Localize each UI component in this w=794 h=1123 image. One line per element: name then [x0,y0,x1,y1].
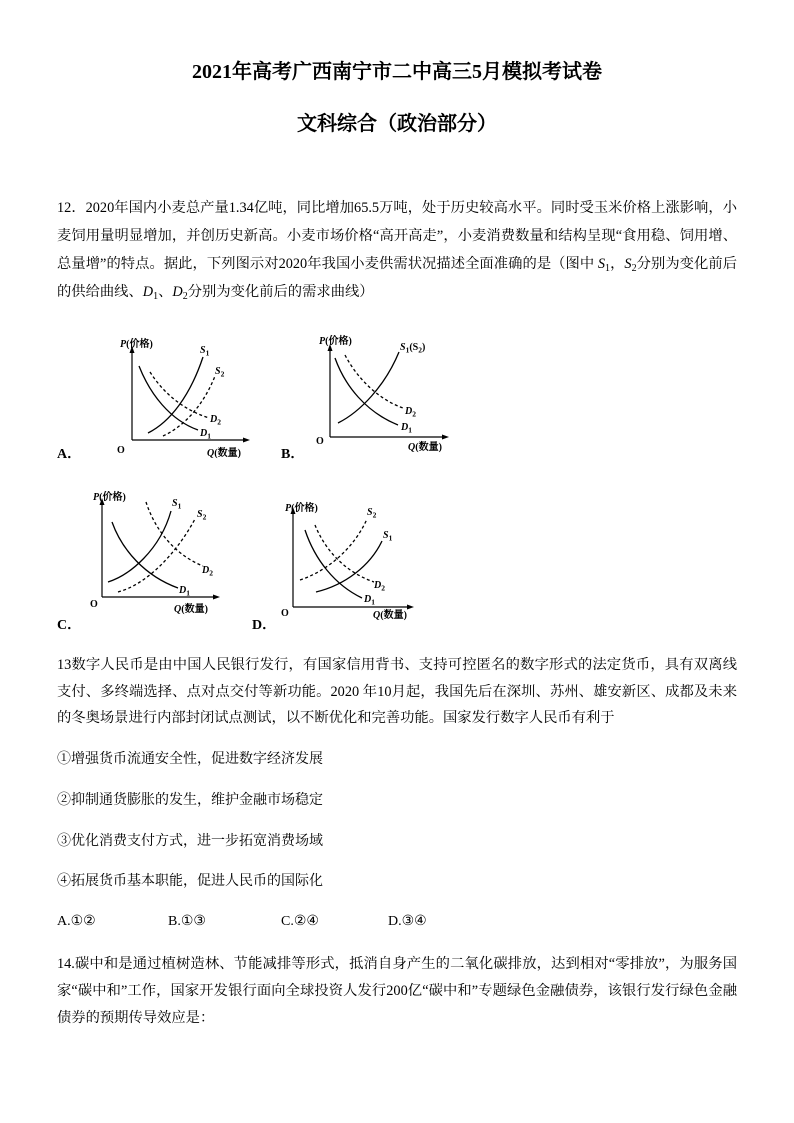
origin-label: O [117,445,125,456]
exam-title: 2021年高考广西南宁市二中高三5月模拟考试卷 [192,61,602,83]
q12-sub: 2 [631,263,637,274]
price-axis-label: P(价格) [120,339,153,350]
supply-curve-s2 [300,519,367,580]
supply-curve-s2 [163,376,215,436]
demand-curve-d2 [146,502,203,566]
option-b-letter: B． [281,447,305,462]
option-c-letter: C． [57,618,82,633]
graph-a [95,330,265,465]
quantity-axis-label: Q(数量) [207,448,241,459]
curve-label-s1: $S_1$ [172,498,182,511]
q13-choice-d: D.③④ [388,914,427,929]
supply-curve-s1 [108,511,171,582]
q12-var-s: S [597,256,606,272]
quantity-axis-label: Q(数量) [174,604,208,615]
q12-text: 分别为变化前后的供给曲线、 [57,256,738,300]
price-axis-label: P(价格) [93,492,126,503]
graph-c [75,488,240,618]
curve-label-d1: $D_1$ [200,428,211,441]
q13-statement-3: ③优化消费支付方式，进一步拓宽消费场域 [57,834,323,849]
question-12-stem [57,194,737,306]
q13-choice-c: C.②④ [281,914,319,929]
curve-label-d1: $D_1$ [179,585,190,598]
origin-label: O [316,436,324,447]
demand-curve-d1 [139,366,198,430]
price-axis-label: P(价格) [285,503,318,514]
exam-subtitle: 文科综合（政治部分） [297,113,497,135]
curve-label-s2: $S_2$ [367,507,377,520]
q12-var-d: D [172,284,183,300]
q12-sub: 1 [605,263,611,274]
curve-label-s1: $S_1$ [200,345,210,358]
curve-label-d2: $D_2$ [202,565,213,578]
q12-text: 分别为变化前后的需求曲线） [187,284,374,300]
question-14-stem: 14.碳中和是通过植树造林、节能减排等形式，抵消自身产生的二氧化碳排放，达到相对“零排放”，为服务国家“碳中和”工作，国家开发银行面向全球投资人发行200亿“碳中和”专题绿色金融债券，该银行发行绿色金融债券的预期传导效应是： [57,956,737,1026]
graph-b [300,328,460,458]
x-axis-arrow [243,438,250,443]
q12-var-d: D [142,284,154,300]
question-13-stem: 13数字人民币是由中国人民银行发行，有国家信用背书、支持可控匿名的数字形式的法定货币，具有双离线支付、多终端选择、点对点交付等新功能。2020 年10月起，我国先后在深圳、苏州、雄安新区、成都及未来的冬奥场景进行内部封闭试点测试，以不断优化和完善功能。国家发行数字人民币有利于 [57,657,737,726]
origin-label: O [281,608,289,619]
q13-choice-b: B.①③ [168,914,206,929]
curve-label-s1-s2: $S_1(S_2)$ [400,342,426,355]
demand-curve-d1 [335,358,398,425]
q12-text: 12．2020年国内小麦总产量1.34亿吨，同比增加65.5万吨，处于历史较高水平。同时受玉米价格上涨影响，小麦饲用量明显增加，并创历史新高。小麦市场价格“高开高走”，小麦消费数量和结构呈现“食用稳、饲用增、总量增”的特点。据此，下列图示对2020年我国小麦供需状况描述全面准确的是（图中 [57,200,737,272]
x-axis-arrow [407,605,414,610]
q12-text: ， [610,256,625,272]
q12-text: 、 [158,284,173,300]
demand-curve-d1 [112,522,178,588]
x-axis-arrow [213,595,220,600]
q13-statement-4: ④拓展货币基本职能，促进人民币的国际化 [57,874,323,889]
q12-var-s: S [624,256,632,272]
graph-d [265,498,425,625]
curve-label-d2: $D_2$ [374,580,385,593]
curve-label-d2: $D_2$ [210,414,221,427]
demand-curve-d1 [305,530,362,598]
option-a-letter: A． [57,447,82,462]
q13-statement-1: ①增强货币流通安全性，促进数字经济发展 [57,752,323,767]
origin-label: O [90,599,98,610]
quantity-axis-label: Q(数量) [373,610,407,621]
price-axis-label: P(价格) [319,336,352,347]
x-axis-arrow [442,435,449,440]
q12-sub: 2 [182,291,188,302]
curve-label-d1: $D_1$ [401,422,412,435]
demand-curve-d2 [150,372,209,418]
curve-label-s1: $S_1$ [383,530,393,543]
q12-sub: 1 [153,291,159,302]
curve-label-d2: $D_2$ [405,406,416,419]
demand-curve-d2 [315,525,374,582]
supply-curve-s1 [148,357,203,433]
supply-curve-s1-s2 [338,352,399,423]
quantity-axis-label: Q(数量) [408,442,442,453]
q13-choice-a: A.①② [57,914,96,929]
curve-label-s2: $S_2$ [197,509,207,522]
option-d-letter: D． [252,618,277,633]
q13-statement-2: ②抑制通货膨胀的发生，维护金融市场稳定 [57,793,323,808]
curve-label-s2: $S_2$ [215,366,225,379]
curve-label-d1: $D_1$ [364,594,375,607]
